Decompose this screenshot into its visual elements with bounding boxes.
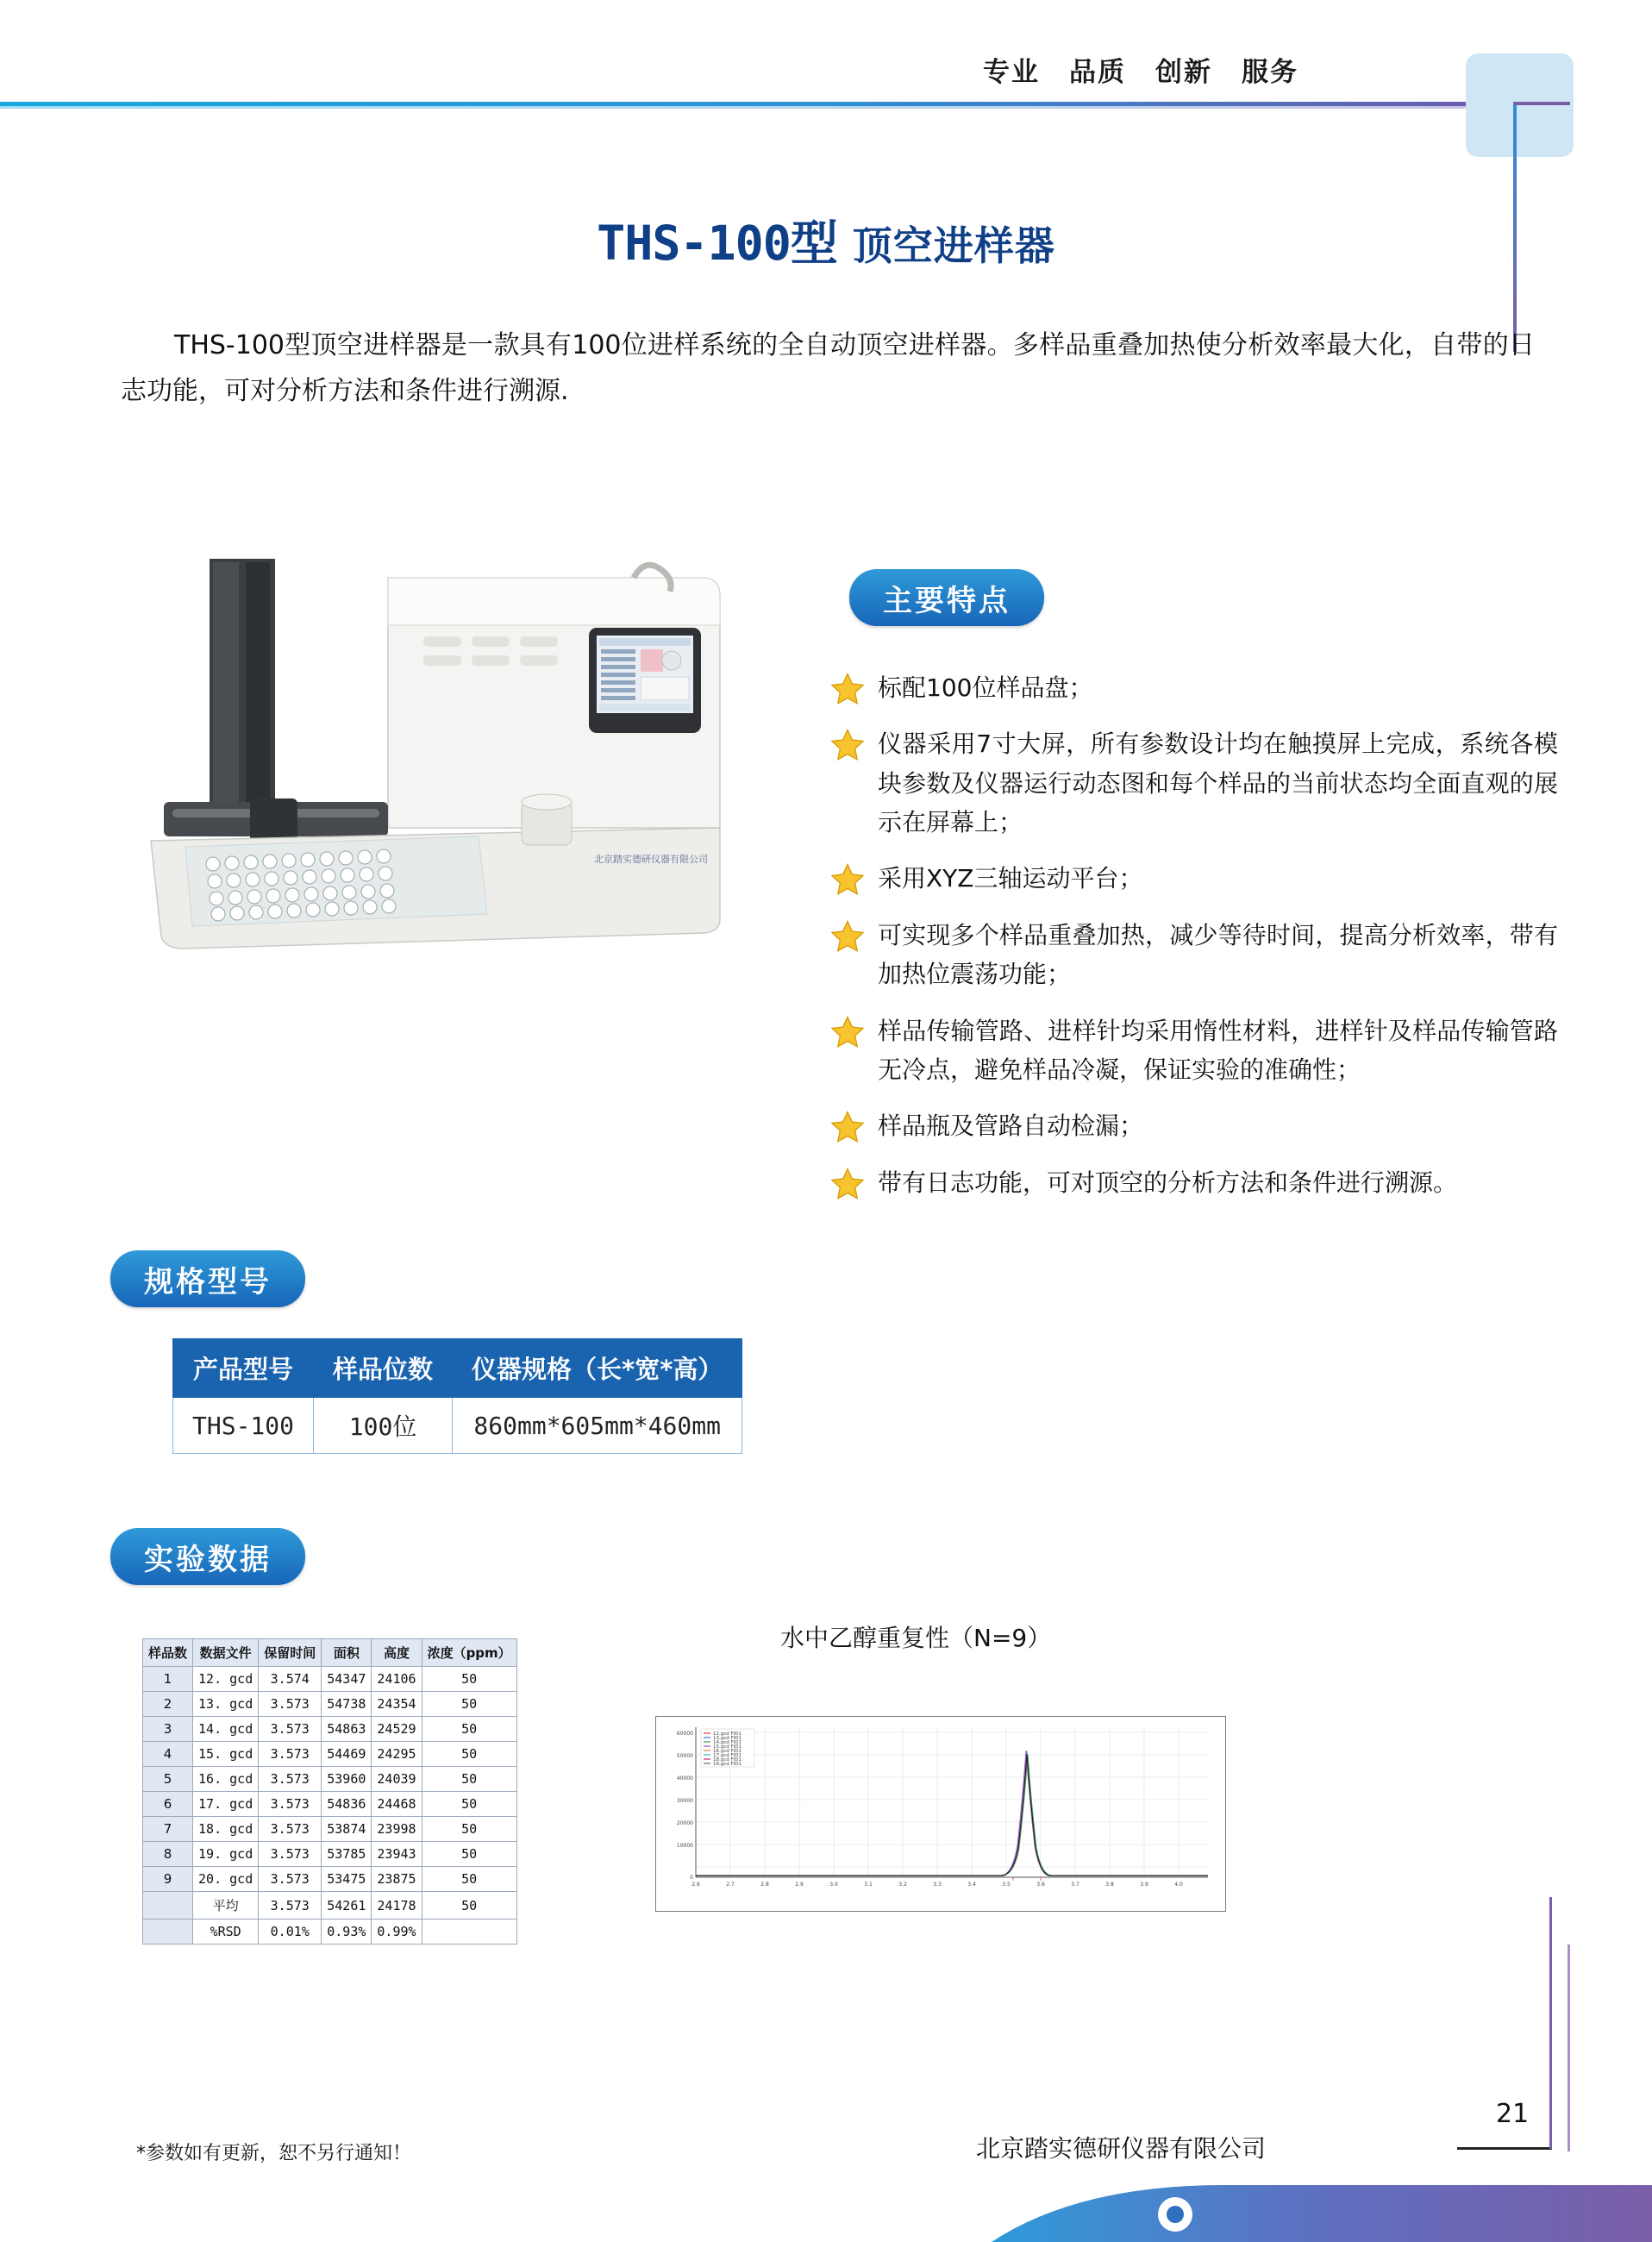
cell-rt: 3.573 (259, 1892, 322, 1919)
table-row (143, 1717, 517, 1742)
cell-file: 17. gcd (193, 1792, 259, 1817)
cell-rt: 3.573 (259, 1842, 322, 1867)
svg-text:50000: 50000 (676, 1753, 693, 1759)
page-title-name: 顶空进样器 (852, 222, 1055, 269)
cell-height: 0.99% (372, 1919, 422, 1945)
cell-area: 54261 (322, 1892, 372, 1919)
cell-rt: 3.573 (259, 1767, 322, 1792)
table-row (143, 1842, 517, 1867)
svg-text:3.1: 3.1 (864, 1882, 873, 1888)
svg-text:3.0: 3.0 (829, 1882, 838, 1888)
svg-text:15.gcd FID1: 15.gcd FID1 (713, 1744, 742, 1750)
spec-table-row (173, 1398, 742, 1454)
feature-item (829, 1011, 1558, 1090)
slogan-word-4: 服务 (1242, 57, 1298, 88)
svg-text:3.5: 3.5 (1002, 1882, 1011, 1888)
feature-text: 仪器采用7寸大屏，所有参数设计均在触摸屏上完成，系统各模块参数及仪器运行动态图和每个样品的当前状态均全面直观的展示在屏幕上； (878, 730, 1558, 837)
cell-index (143, 1892, 193, 1919)
cell-index: 4 (143, 1742, 193, 1767)
feature-text: 样品瓶及管路自动检漏； (878, 1112, 1144, 1141)
cell-index: 7 (143, 1817, 193, 1842)
cell-rt: 3.573 (259, 1867, 322, 1892)
cell-file: 14. gcd (193, 1717, 259, 1742)
feature-item (829, 859, 1558, 898)
svg-text:2.9: 2.9 (795, 1882, 804, 1888)
chromatogram-title: 水中乙醇重复性（N=9） (780, 1624, 1052, 1652)
star-icon (829, 1015, 866, 1049)
spec-col-dimensions: 仪器规格（长*宽*高） (453, 1339, 742, 1398)
cell-label-average: 平均 (193, 1892, 259, 1919)
cell-conc: 50 (422, 1817, 516, 1842)
header-slogan (983, 50, 1328, 89)
spec-table-header-row (173, 1339, 742, 1398)
svg-text:3.8: 3.8 (1105, 1882, 1114, 1888)
feature-text: 标配100位样品盘； (878, 673, 1093, 702)
product-intro-paragraph: THS-100型顶空进样器是一款具有100位进样系统的全自动顶空进样器。多样品重叠加热使分析效率最大化，自带的日志功能，可对分析方法和条件进行溯源. (121, 330, 1535, 406)
data-col-concentration: 浓度（ppm） (422, 1639, 516, 1667)
slogan-word-2: 品质 (1069, 57, 1126, 88)
feature-item (829, 916, 1558, 994)
spec-col-model: 产品型号 (173, 1339, 314, 1398)
cell-height: 24468 (372, 1792, 422, 1817)
table-row (143, 1867, 517, 1892)
spec-cell-model: THS-100 (173, 1398, 314, 1454)
svg-text:2.8: 2.8 (760, 1882, 769, 1888)
data-col-retention-time: 保留时间 (259, 1639, 322, 1667)
feature-item (829, 1106, 1558, 1145)
experiment-data-table (142, 1638, 517, 1945)
svg-text:16.gcd FID1: 16.gcd FID1 (713, 1749, 742, 1754)
svg-text:14.gcd FID1: 14.gcd FID1 (713, 1740, 742, 1745)
table-row-rsd (143, 1919, 517, 1945)
cell-index: 5 (143, 1767, 193, 1792)
cell-index: 2 (143, 1692, 193, 1717)
cell-rt: 0.01% (259, 1919, 322, 1945)
cell-rt: 3.573 (259, 1792, 322, 1817)
chromatogram-figure (655, 1716, 1226, 1912)
svg-text:2.6: 2.6 (691, 1882, 700, 1888)
data-col-height: 高度 (372, 1639, 422, 1667)
cell-file: 15. gcd (193, 1742, 259, 1767)
cell-conc: 50 (422, 1767, 516, 1792)
feature-item (829, 1163, 1558, 1202)
star-icon (829, 1167, 866, 1201)
spec-col-positions: 样品位数 (314, 1339, 453, 1398)
feature-text: 带有日志功能，可对顶空的分析方法和条件进行溯源。 (878, 1168, 1458, 1197)
cell-rt: 3.573 (259, 1717, 322, 1742)
section-badge-spec: 规格型号 (110, 1250, 305, 1307)
cell-conc: 50 (422, 1867, 516, 1892)
page-title-model: THS-100型 (597, 216, 837, 271)
cell-file: 13. gcd (193, 1692, 259, 1717)
data-table-header-row (143, 1639, 517, 1667)
table-row-average (143, 1892, 517, 1919)
svg-text:40000: 40000 (676, 1775, 693, 1782)
svg-text:0: 0 (690, 1875, 693, 1881)
cell-conc: 50 (422, 1692, 516, 1717)
cell-area: 53475 (322, 1867, 372, 1892)
table-row (143, 1667, 517, 1692)
data-col-file: 数据文件 (193, 1639, 259, 1667)
page-title (0, 205, 1652, 273)
section-badge-data: 实验数据 (110, 1528, 305, 1585)
cell-conc: 50 (422, 1667, 516, 1692)
cell-file: 20. gcd (193, 1867, 259, 1892)
cell-height: 24295 (372, 1742, 422, 1767)
page-number: 21 (1496, 2099, 1530, 2129)
feature-item (829, 668, 1558, 707)
star-icon (829, 728, 866, 762)
cell-conc: 50 (422, 1792, 516, 1817)
cell-area: 54347 (322, 1667, 372, 1692)
cell-area: 54863 (322, 1717, 372, 1742)
feature-text: 可实现多个样品重叠加热，减少等待时间，提高分析效率，带有加热位震荡功能； (878, 920, 1558, 989)
cell-area: 54738 (322, 1692, 372, 1717)
cell-index: 8 (143, 1842, 193, 1867)
spec-cell-dimensions: 860mm*605mm*460mm (453, 1398, 742, 1454)
table-row (143, 1742, 517, 1767)
svg-text:2.7: 2.7 (726, 1882, 735, 1888)
cell-height: 24354 (372, 1692, 422, 1717)
svg-text:30000: 30000 (676, 1798, 693, 1804)
header-corner-decoration (1466, 53, 1574, 157)
cell-height: 24039 (372, 1767, 422, 1792)
cell-height: 23998 (372, 1817, 422, 1842)
cell-area: 53874 (322, 1817, 372, 1842)
cell-label-rsd: %RSD (193, 1919, 259, 1945)
cell-height: 24178 (372, 1892, 422, 1919)
cell-area: 53785 (322, 1842, 372, 1867)
feature-text: 样品传输管路、进样针均采用惰性材料，进样针及样品传输管路无冷点，避免样品冷凝，保证实验的准确性； (878, 1016, 1558, 1084)
star-icon (829, 862, 866, 897)
svg-text:17.gcd FID1: 17.gcd FID1 (713, 1753, 742, 1758)
data-col-area: 面积 (322, 1639, 372, 1667)
cell-height: 24106 (372, 1667, 422, 1692)
data-col-sample-count: 样品数 (143, 1639, 193, 1667)
feature-text: 采用XYZ三轴运动平台； (878, 864, 1143, 893)
cell-file: 12. gcd (193, 1667, 259, 1692)
cell-conc (422, 1919, 516, 1945)
cell-index: 6 (143, 1792, 193, 1817)
table-row (143, 1792, 517, 1817)
cell-conc: 50 (422, 1842, 516, 1867)
spec-table (172, 1338, 742, 1454)
cell-file: 18. gcd (193, 1817, 259, 1842)
cell-rt: 3.573 (259, 1692, 322, 1717)
cell-area: 54836 (322, 1792, 372, 1817)
feature-item (829, 724, 1558, 842)
cell-rt: 3.574 (259, 1667, 322, 1692)
cell-area: 54469 (322, 1742, 372, 1767)
cell-rt: 3.573 (259, 1742, 322, 1767)
spec-cell-positions: 100位 (314, 1398, 453, 1454)
svg-text:19.gcd FID1: 19.gcd FID1 (713, 1762, 742, 1767)
svg-text:60000: 60000 (676, 1731, 693, 1737)
section-badge-features: 主要特点 (849, 569, 1044, 626)
svg-text:3.2: 3.2 (898, 1882, 907, 1888)
cell-height: 23943 (372, 1842, 422, 1867)
cell-index (143, 1919, 193, 1945)
star-icon (829, 1110, 866, 1144)
cell-height: 24529 (372, 1717, 422, 1742)
table-row (143, 1767, 517, 1792)
footer-vertical-line (1549, 1897, 1552, 2149)
cell-conc: 50 (422, 1717, 516, 1742)
cell-index: 9 (143, 1867, 193, 1892)
table-row (143, 1817, 517, 1842)
footer-vertical-line-secondary (1568, 1945, 1570, 2151)
cell-rt: 3.573 (259, 1817, 322, 1842)
star-icon (829, 919, 866, 954)
star-icon (829, 672, 866, 706)
svg-text:12.gcd FID1: 12.gcd FID1 (713, 1732, 742, 1737)
cell-conc: 50 (422, 1742, 516, 1767)
svg-text:10000: 10000 (676, 1843, 693, 1849)
svg-text:3.4: 3.4 (967, 1882, 976, 1888)
slogan-word-3: 创新 (1155, 57, 1212, 88)
svg-text:北京踏实德研仪器有限公司: 北京踏实德研仪器有限公司 (594, 854, 708, 865)
svg-text:13.gcd FID1: 13.gcd FID1 (713, 1736, 742, 1741)
cell-area: 53960 (322, 1767, 372, 1792)
footer-decoration (0, 2147, 1652, 2242)
cell-file: 19. gcd (193, 1842, 259, 1867)
svg-text:3.3: 3.3 (933, 1882, 942, 1888)
cell-height: 23875 (372, 1867, 422, 1892)
svg-text:18.gcd FID1: 18.gcd FID1 (713, 1757, 742, 1763)
cell-conc: 50 (422, 1892, 516, 1919)
svg-text:3.6: 3.6 (1036, 1882, 1045, 1888)
cell-index: 3 (143, 1717, 193, 1742)
table-row (143, 1692, 517, 1717)
header-divider-secondary (0, 106, 1543, 109)
header-corner-horizontal-line (1513, 102, 1570, 105)
company-name: 北京踏实德研仪器有限公司 (975, 2134, 1267, 2163)
svg-text:3.7: 3.7 (1071, 1882, 1079, 1888)
svg-text:3.9: 3.9 (1140, 1882, 1148, 1888)
svg-text:20000: 20000 (676, 1820, 693, 1826)
cell-area: 0.93% (322, 1919, 372, 1945)
cell-file: 16. gcd (193, 1767, 259, 1792)
svg-text:4.0: 4.0 (1174, 1882, 1183, 1888)
footnote: *参数如有更新，恕不另行通知！ (136, 2143, 412, 2164)
slogan-word-1: 专业 (983, 57, 1040, 88)
product-photo (82, 543, 798, 1026)
feature-list (829, 668, 1558, 1219)
cell-index: 1 (143, 1667, 193, 1692)
